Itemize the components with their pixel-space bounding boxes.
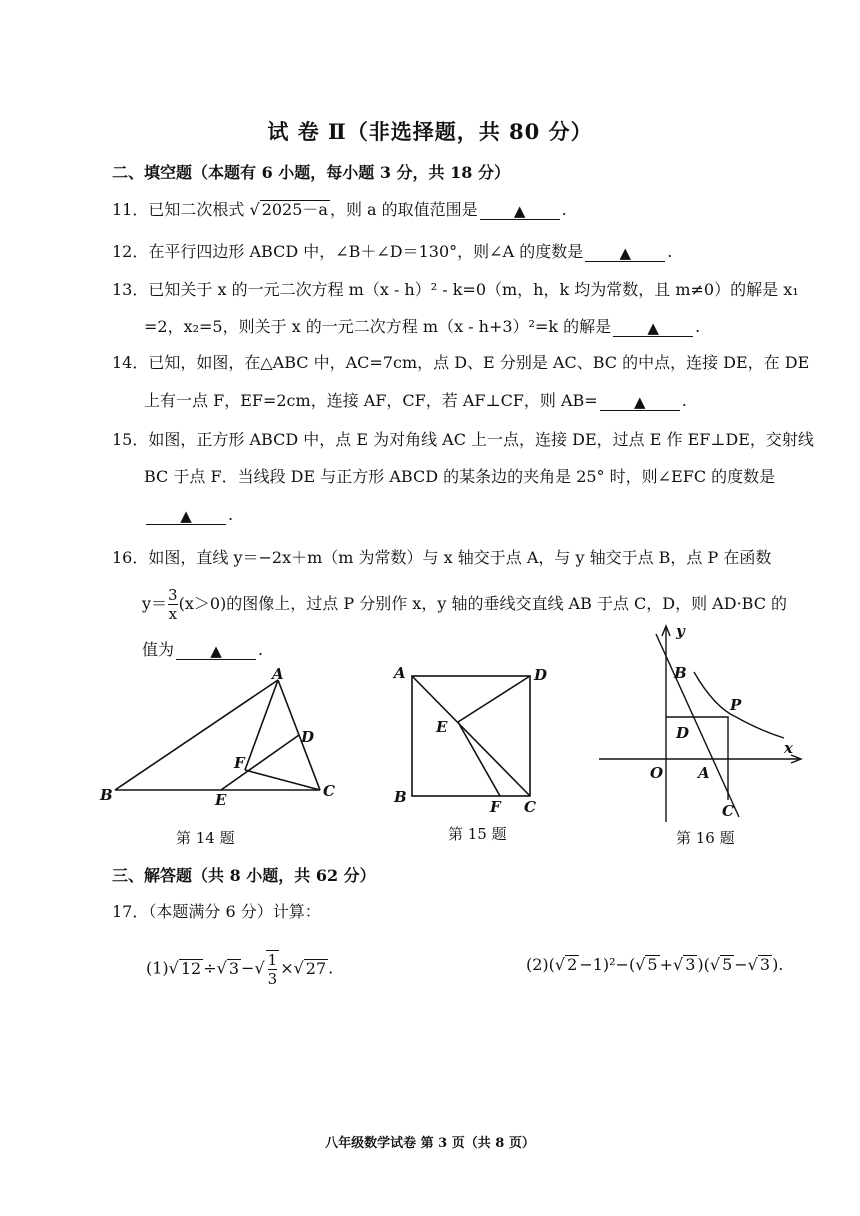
question-15-line-2 [144, 467, 775, 486]
q17-p2-close: ). [772, 955, 784, 974]
q17-p2-mid-1: −1)²−( [579, 955, 636, 974]
fig15-label-d: D [534, 666, 548, 684]
radical-sign: √ [747, 955, 758, 974]
q15-text-2: BC 于点 F．当线段 DE 与正方形 ABCD 的某条边的夹角是 25° 时，则∠EFC 的度数是 [144, 467, 776, 486]
fig14-label-a: A [272, 665, 284, 683]
radical-sign: √ [249, 200, 260, 219]
q17-p2-radicand-1: 2 [567, 955, 578, 974]
q17-p1-radicand-3: 27 [305, 958, 327, 978]
q17-p1-radicand-1: 12 [180, 958, 202, 978]
page-title: 试 卷 Ⅱ（非选择题，共 80 分） [267, 119, 593, 144]
q11-text: ，则 a 的取值范围是 [329, 200, 478, 219]
q14-end: . [681, 391, 687, 410]
q17-p2-plus: + [659, 955, 673, 974]
fraction-denominator: x [168, 605, 178, 623]
q13-text-2: =2，x₂=5，则关于 x 的一元二次方程 m（x - h+3）²=k 的解是 [144, 317, 612, 336]
question-16-line-1 [112, 548, 771, 567]
page-footer: 八年级数学试卷 第 3 页（共 8 页） [325, 1136, 535, 1151]
fig15-label-e: E [436, 718, 448, 736]
q17-p1-radicand-2: 3 [228, 958, 240, 978]
answer-blank-q14[interactable]: ▲ [600, 394, 680, 411]
question-14-line-2 [144, 391, 687, 411]
section-3-heading: 三、解答题（共 8 小题，共 62 分） [112, 866, 376, 885]
figure-15-square [388, 660, 558, 820]
fig14-label-e: E [215, 791, 227, 809]
q17-p2-radicand-3: 3 [685, 955, 696, 974]
q15-number: 15． [112, 430, 149, 449]
q16-end: . [258, 640, 264, 659]
question-17-part-2 [526, 955, 783, 974]
question-13-line-2 [144, 317, 700, 337]
q12-number: 12． [112, 242, 149, 261]
fig15-label-f: F [490, 798, 501, 816]
q13-number: 13． [112, 280, 149, 299]
figure-16-caption: 第 16 题 [676, 829, 735, 847]
q15-end: . [228, 505, 234, 524]
answer-blank-q13[interactable]: ▲ [613, 320, 693, 337]
q11-radicand: 2025－a [261, 200, 328, 219]
q14-text-2: 上有一点 F，EF=2cm，连接 AF，CF，若 AF⊥CF，则 AB= [144, 391, 598, 410]
radical-sign: √ [673, 955, 684, 974]
answer-blank-q12[interactable]: ▲ [585, 245, 665, 262]
answer-blank-q15[interactable]: ▲ [146, 508, 226, 525]
question-16-line-2 [142, 586, 787, 623]
q17-p2-radicand-5: 3 [759, 955, 771, 974]
question-15-line-1 [112, 430, 814, 449]
fig14-label-f: F [234, 754, 245, 772]
q12-end: . [667, 242, 673, 261]
fig14-label-d: D [301, 728, 315, 746]
q17-p2-mid-2: )( [697, 955, 710, 974]
q11-end: . [561, 200, 567, 219]
q11-number: 11． [112, 200, 149, 219]
answer-blank-q11[interactable]: ▲ [480, 203, 560, 220]
q12-text: 在平行四边形 ABCD 中，∠B＋∠D＝130°，则∠A 的度数是 [148, 242, 584, 261]
radical-sign: √ [709, 955, 721, 974]
fraction-numerator: 3 [168, 586, 178, 604]
fig16-label-c: C [722, 802, 734, 820]
fig16-label-y: y [676, 622, 685, 640]
q17-p1-end: . [328, 958, 334, 978]
q14-number: 14． [112, 353, 149, 372]
q13-end: . [695, 317, 701, 336]
q17-p1-divide: ÷ [203, 958, 217, 978]
q17-p1-fraction [266, 950, 280, 988]
fig14-label-b: B [100, 786, 113, 804]
radical-sign: √ [554, 955, 566, 974]
q17-p1-times: × [280, 958, 294, 978]
figure-14-caption: 第 14 题 [176, 829, 235, 847]
q17-p2-radicand-2: 5 [647, 955, 658, 974]
fig16-label-o: O [650, 764, 664, 782]
q17-p2-minus: − [734, 955, 748, 974]
q15-text-1: 如图，正方形 ABCD 中，点 E 为对角线 AC 上一点，连接 DE，过点 E 作 EF⊥DE，交射线 [148, 430, 814, 449]
question-11 [112, 200, 567, 220]
q16-text-2: (x＞0)的图像上，过点 P 分别作 x，y 轴的垂线交直线 AB 于点 C，D，则 AD·BC 的 [178, 594, 788, 613]
question-14-line-1 [112, 353, 809, 372]
fig15-label-c: C [524, 798, 536, 816]
q11-prefix: 已知二次根式 [148, 200, 245, 219]
fig16-label-b: B [674, 664, 687, 682]
question-17-part-1 [146, 950, 333, 988]
q17-p2-label: (2) [526, 955, 549, 974]
answer-blank-q16[interactable]: ▲ [176, 643, 256, 660]
question-17-header: 17．（本题满分 6 分）计算： [112, 902, 321, 921]
q17-p2-open: ( [548, 955, 555, 974]
fraction-numerator: 1 [267, 951, 278, 969]
section-2-heading: 二、填空题（本题有 6 小题，每小题 3 分，共 18 分） [112, 163, 510, 182]
q16-fraction [168, 586, 178, 623]
q16-text-1: 如图，直线 y＝−2x＋m（m 为常数）与 x 轴交于点 A，与 y 轴交于点 B，点 P 在函数 [148, 548, 772, 567]
fig16-label-x: x [784, 739, 793, 757]
fig15-label-b: B [394, 788, 407, 806]
fig16-label-d: D [676, 724, 690, 742]
fraction-denominator: 3 [267, 970, 278, 988]
question-12 [112, 242, 672, 262]
q17-p1-minus: − [241, 958, 255, 978]
radical-sign: √ [293, 958, 304, 978]
q16-text-3: 值为 [142, 640, 175, 659]
fig15-label-a: A [394, 664, 406, 682]
fig16-label-a: A [698, 764, 710, 782]
q16-number: 16． [112, 548, 149, 567]
figure-16-coordinate-graph [594, 622, 809, 827]
q17-p2-radicand-4: 5 [722, 955, 733, 974]
q14-text-1: 已知，如图，在△ABC 中，AC=7cm，点 D、E 分别是 AC、BC 的中点，连接 DE，在 DE [148, 353, 810, 372]
question-13-line-1 [112, 280, 799, 299]
q13-text-1: 已知关于 x 的一元二次方程 m（x - h）² - k=0（m，h，k 均为常数，且 m≠0）的解是 x₁ [148, 280, 799, 299]
fig14-label-c: C [323, 782, 335, 800]
question-16-line-3 [142, 640, 263, 660]
radical-sign: √ [635, 955, 646, 974]
q16-y-equals: y＝ [142, 594, 168, 613]
figure-14-triangle [95, 665, 355, 810]
radical-sign: √ [216, 958, 227, 978]
figure-15-caption: 第 15 题 [448, 825, 507, 843]
q17-p1-label: (1) [146, 958, 169, 978]
radical-sign: √ [168, 958, 179, 978]
radical-sign: √ [254, 958, 265, 978]
question-15-line-3 [144, 505, 233, 525]
fig16-label-p: P [730, 696, 742, 714]
